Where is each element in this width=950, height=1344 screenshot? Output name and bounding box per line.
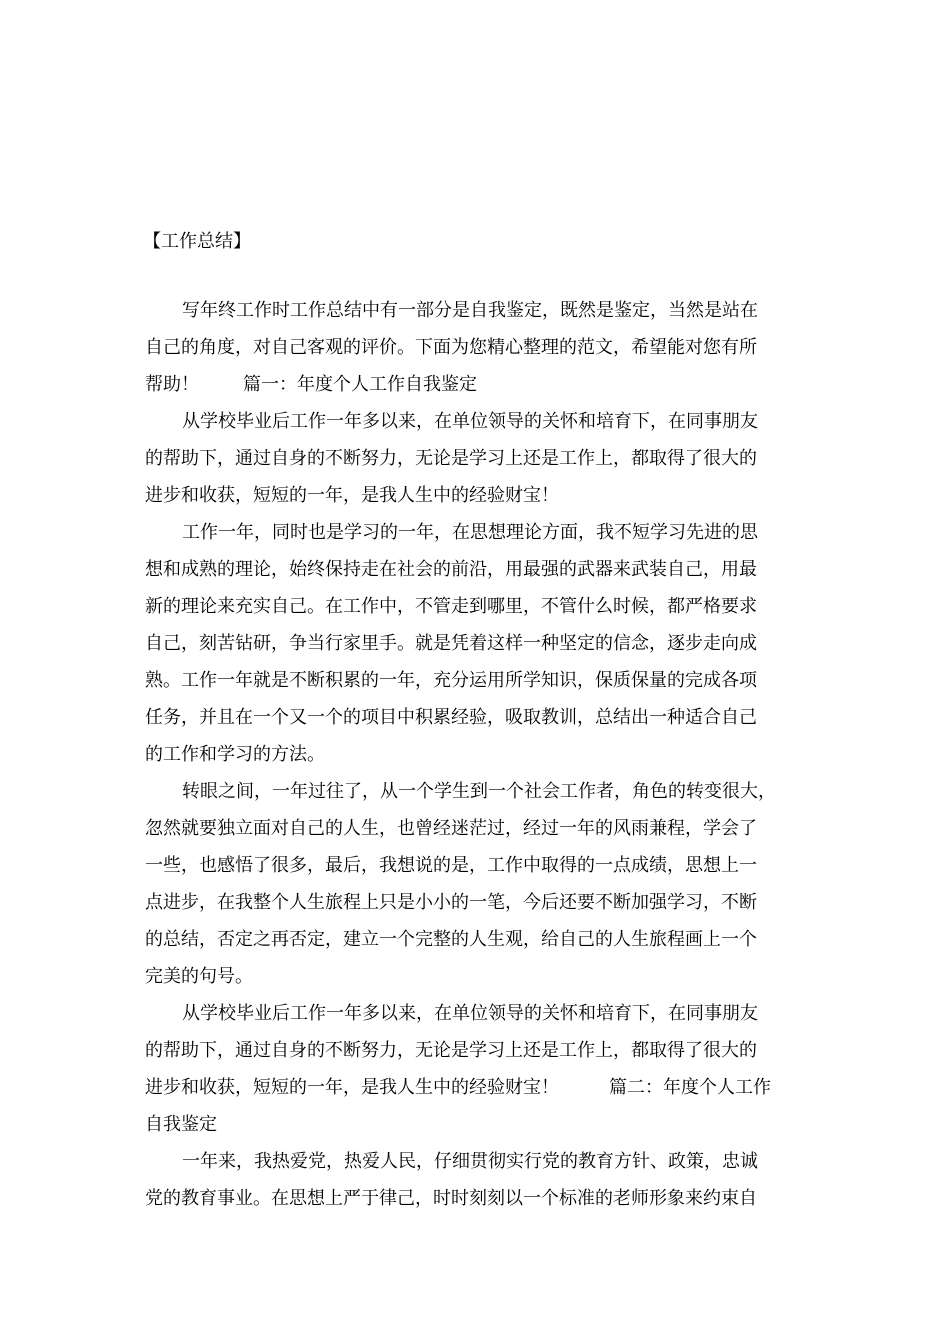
paragraph-line: 想和成熟的理论，始终保持走在社会的前沿，用最强的武器来武装自己，用最 [145,559,757,580]
paragraph-line: 的帮助下，通过自身的不断努力，无论是学习上还是工作上，都取得了很大的 [145,1040,757,1061]
paragraph-line: 一些，也感悟了很多，最后，我想说的是，工作中取得的一点成绩，思想上一 [145,855,757,876]
paragraph-line: 进步和收获，短短的一年，是我人生中的经验财宝！ [145,485,559,506]
paragraph-line: 的总结，否定之再否定，建立一个完整的人生观，给自己的人生旅程画上一个 [145,929,757,950]
paragraph-line: 的帮助下，通过自身的不断努力，无论是学习上还是工作上，都取得了很大的 [145,448,757,469]
paragraph-text: 帮助！ [145,374,199,395]
paragraph-line: 党的教育事业。在思想上严于律己，时时刻刻以一个标准的老师形象来约束自 [145,1188,757,1209]
paragraph-line [145,372,477,398]
paragraph-line: 自己的角度，对自己客观的评价。下面为您精心整理的范文，希望能对您有所 [145,337,757,358]
paragraph-line: 写年终工作时工作总结中有一部分是自我鉴定，既然是鉴定，当然是站在 [182,300,758,321]
paragraph-line: 自己，刻苦钻研，争当行家里手。就是凭着这样一种坚定的信念，逐步走向成 [145,633,757,654]
paragraph-line: 熟。工作一年就是不断积累的一年，充分运用所学知识，保质保量的完成各项 [145,670,757,691]
paragraph-line: 工作一年，同时也是学习的一年，在思想理论方面，我不短学习先进的思 [182,522,758,543]
paragraph-line: 任务，并且在一个又一个的项目中积累经验，吸取教训，总结出一种适合自己 [145,707,757,728]
paragraph-line: 完美的句号。 [145,966,253,987]
section-heading: 篇一：年度个人工作自我鉴定 [243,374,477,395]
section-heading-continued: 自我鉴定 [145,1114,217,1135]
paragraph-line [145,1075,771,1101]
paragraph-line: 转眼之间，一年过往了，从一个学生到一个社会工作者，角色的转变很大， [182,781,776,802]
paragraph-line: 忽然就要独立面对自己的人生，也曾经迷茫过，经过一年的风雨兼程，学会了 [145,818,757,839]
paragraph-line: 点进步，在我整个人生旅程上只是小小的一笔，今后还要不断加强学习，不断 [145,892,757,913]
paragraph-text: 进步和收获，短短的一年，是我人生中的经验财宝！ [145,1077,559,1098]
paragraph-line: 从学校毕业后工作一年多以来，在单位领导的关怀和培育下，在同事朋友 [182,1003,758,1024]
paragraph-line: 新的理论来充实自己。在工作中，不管走到哪里，不管什么时候，都严格要求 [145,596,757,617]
paragraph-line: 的工作和学习的方法。 [145,744,325,765]
paragraph-line: 从学校毕业后工作一年多以来，在单位领导的关怀和培育下，在同事朋友 [182,411,758,432]
paragraph-line: 一年来，我热爱党，热爱人民，仔细贯彻实行党的教育方针、政策，忠诚 [182,1151,758,1172]
section-heading: 篇二：年度个人工作 [609,1077,771,1098]
document-heading: 【工作总结】 [143,231,251,252]
